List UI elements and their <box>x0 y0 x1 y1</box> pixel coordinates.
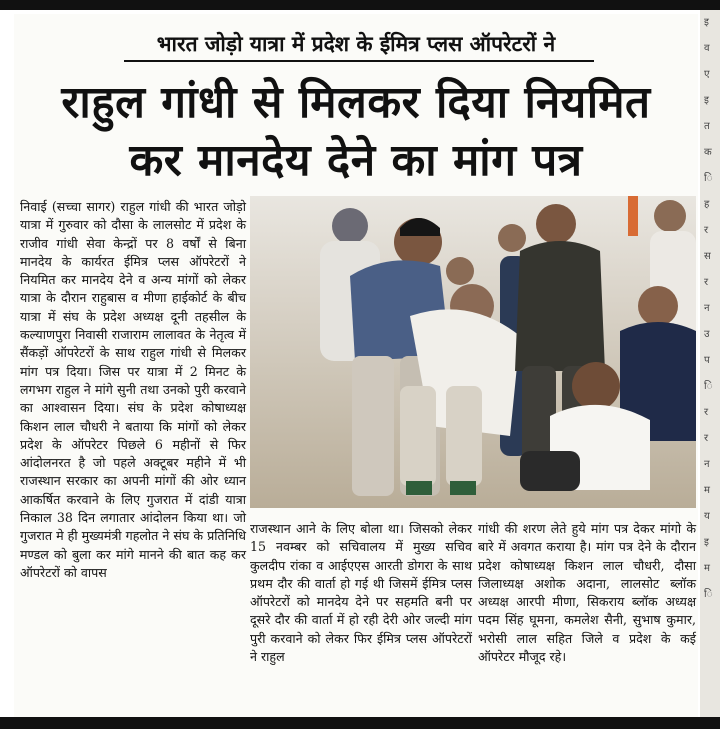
edge-glyph: र <box>704 407 709 418</box>
edge-glyph: र <box>704 277 709 288</box>
edge-glyph: न <box>704 459 710 470</box>
column-2-text: राजस्थान आने के लिए बोला था। जिसको लेकर 15 नवम्बर को सचिवालय में मुख्य सचिव कुलदीप रांका व आईएएस आरती डोगरा के साथ प्रथम दौर की वार्ता हो गई थी जिसमें ईमित्र प्लस ऑपरेटरों को मानदेय देने पर सहमति बनी पर दूसरे दौर की वार्ता में हो रही देरी ओर जल्दी मांग पुरी करवाने को लेकर फिर ईमित्र प्लस ऑपरेटरों ने राहुल <box>250 521 472 665</box>
edge-glyph: व <box>704 43 710 54</box>
edge-glyph: न <box>704 303 710 314</box>
edge-glyph: त <box>704 121 710 132</box>
kicker-headline: भारत जोड़ो यात्रा में प्रदेश के ईमित्र प्लस ऑपरेटरों ने <box>156 32 556 56</box>
column-3-text: गांधी की शरण लेते हुये मांग पत्र देकर मांगो के बारे में अवगत कराया है। मांग पत्र देने के दौरान प्रदेश कोषाध्यक्ष किशन लाल चौधरी, दौसा जिलाध्यक्ष अशोक अदाना, लालसोट ब्लॉक अध्यक्ष आरपी मीणा, सिकराय ब्लॉक अध्यक्ष पदम सिंह घूमना, कमलेश सैनी, सुभाष कुमार, भरोसी लाल सहित जिले व प्रदेश के कई ऑपरेटर मौजूद रहे। <box>478 521 696 665</box>
edge-glyph: र <box>704 225 709 236</box>
headline-line-2: कर मानदेय देने का मांग पत्र <box>129 135 583 186</box>
edge-glyph: ह <box>704 199 710 210</box>
adjacent-column-edge <box>700 10 720 717</box>
article-column-2 <box>250 520 472 666</box>
news-photo <box>250 196 696 508</box>
edge-glyph: म <box>704 485 710 496</box>
top-border <box>0 0 720 10</box>
edge-glyph: क <box>704 147 712 158</box>
edge-glyph: ि <box>704 173 713 184</box>
column-1-text: निवाई (सच्चा सागर) राहुल गांधी की भारत जोड़ो यात्रा में गुरुवार को दौसा के लालसोट में प्रदेश के राजीव गांधी सेवा केन्द्रों पर 8 वर्षों से बिना मानदेय के कार्यरत ईमित्र प्लस ऑपरेटरों ने नियमित कर मानदेय देने व अन्य मांगों को लेकर यात्रा के दौरान राहुबास व मीणा हाईकोर्ट के बीच यात्रा में संघ के प्रदेश अध्यक्ष दूनी तहसील के कल्याणपुरा निवासी राजाराम लालावत के नेतृत्व में सैंकड़ों ऑपरेटरों के साथ राहुल गांधी से मिलकर मांग पत्र दिया। जिस पर यात्रा में 2 मिनट के लगभग राहुल ने मांगे सुनी तथा उनको पुरी करवाने का आश्वासन दिया। संघ के प्रदेश कोषाध्यक्ष किशन लाल चौधरी ने बताया कि मांगों को लेकर प्रदेश के ऑपरेटर पिछले 6 महीनों से फिर आंदोलनरत है जो पहले अक्टूबर महीने में भी राजस्थान सरकार का अपनी मांगों की ओर ध्यान आकर्षित करवाने के लिए गुजरात में दांडी यात्रा निकाल 38 दिन लगातार आंदोलन किया था। जो गुजरात मे ही मुख्यमंत्री गहलोत ने संघ के प्रतिनिधि मण्डल को बुला कर मांगे मानने की बात कह कर ऑपरेटरों को वापस <box>20 199 246 580</box>
edge-glyph: य <box>704 511 710 522</box>
edge-glyph: ि <box>704 381 713 392</box>
edge-glyph: र <box>704 433 709 444</box>
article-column-1 <box>20 198 246 582</box>
edge-glyph: इ <box>704 95 709 106</box>
main-headline <box>14 74 698 190</box>
news-clipping <box>14 14 698 717</box>
edge-glyph: म <box>704 563 710 574</box>
edge-glyph: स <box>704 251 711 262</box>
bottom-border <box>0 717 720 729</box>
edge-glyph: ए <box>704 69 710 80</box>
edge-glyph: ि <box>704 589 713 600</box>
edge-glyph: इ <box>704 537 709 548</box>
kicker-underline <box>124 60 594 62</box>
edge-glyph: इ <box>704 17 709 28</box>
article-column-3 <box>478 520 696 666</box>
headline-line-1: राहुल गांधी से मिलकर दिया नियमित <box>61 77 651 128</box>
edge-glyph: प <box>704 355 710 366</box>
photo-illustration <box>250 196 696 508</box>
edge-glyph: उ <box>704 329 710 340</box>
